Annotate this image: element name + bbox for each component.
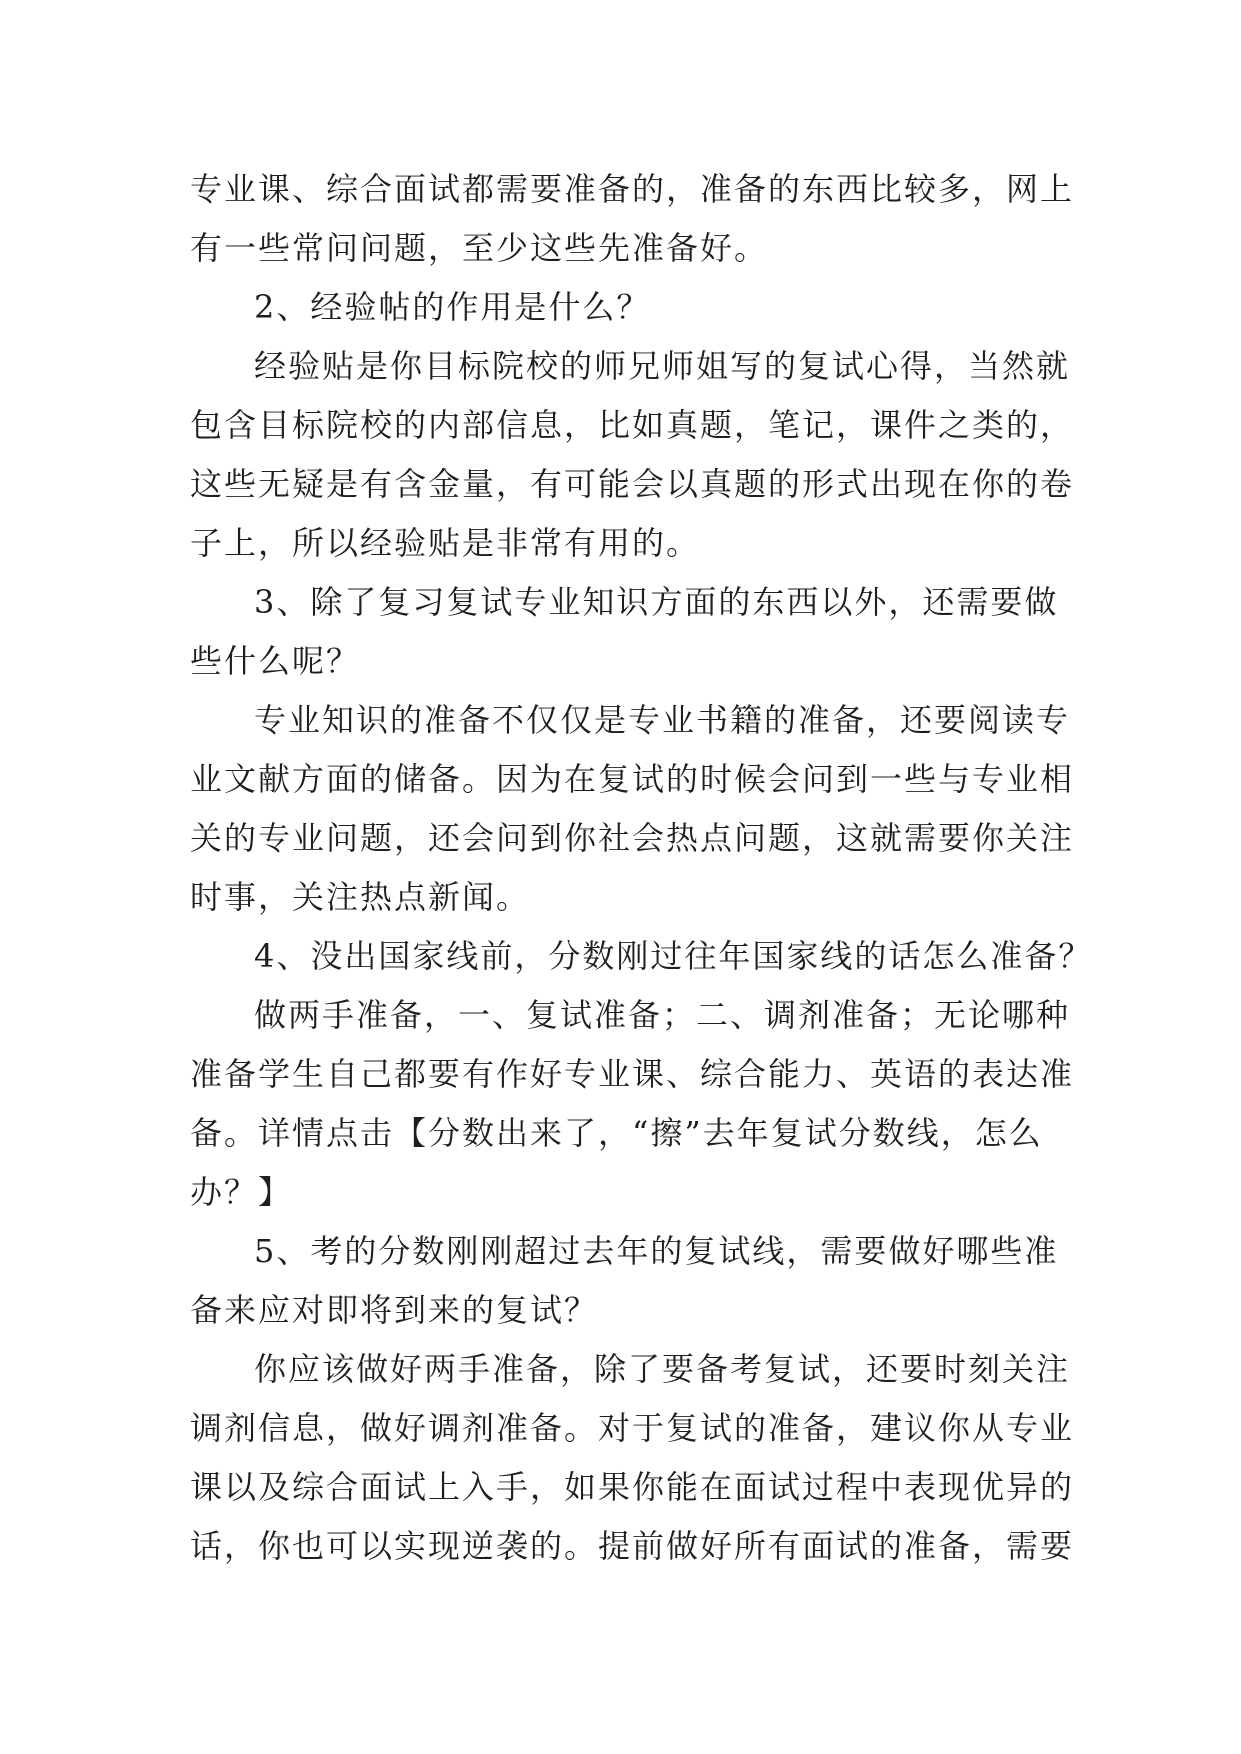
question-heading: 些什么呢？ [190, 642, 361, 680]
text-line: 你应该做好两手准备，除了要备考复试，还要时刻关注 [254, 1350, 1071, 1388]
question-heading: 4、没出国家线前，分数刚过往年国家线的话怎么准备？ [254, 937, 1093, 975]
question-heading: 5、考的分数刚刚超过去年的复试线，需要做好哪些准 [254, 1232, 1059, 1270]
text-line: 备。详情点击【分数出来了，“擦”去年复试分数线，怎么 [190, 1114, 1043, 1152]
text-line: 做两手准备，一、复试准备；二、调剂准备；无论哪种 [254, 996, 1071, 1034]
text-line: 专业课、综合面试都需要准备的，准备的东西比较多，网上 [190, 170, 1075, 208]
text-line: 子上，所以经验贴是非常有用的。 [190, 524, 701, 562]
text-line: 课以及综合面试上入手，如果你能在面试过程中表现优异的 [190, 1468, 1075, 1506]
text-line: 业文献方面的储备。因为在复试的时候会问到一些与专业相 [190, 760, 1075, 798]
text-line: 这些无疑是有含金量，有可能会以真题的形式出现在你的卷 [190, 465, 1075, 503]
text-line: 办？】 [190, 1173, 293, 1211]
text-line: 有一些常问问题，至少这些先准备好。 [190, 229, 769, 267]
question-heading: 2、经验帖的作用是什么？ [254, 288, 651, 326]
text-line: 调剂信息，做好调剂准备。对于复试的准备，建议你从专业 [190, 1409, 1075, 1447]
text-line: 包含目标院校的内部信息，比如真题，笔记，课件之类的， [190, 406, 1075, 444]
text-line: 话，你也可以实现逆袭的。提前做好所有面试的准备，需要 [190, 1527, 1075, 1565]
document-body [190, 160, 1093, 1576]
text-line: 关的专业问题，还会问到你社会热点问题，这就需要你关注 [190, 819, 1075, 857]
text-line: 时事，关注热点新闻。 [190, 878, 531, 916]
text-line: 专业知识的准备不仅仅是专业书籍的准备，还要阅读专 [254, 701, 1071, 739]
question-heading: 备来应对即将到来的复试？ [190, 1291, 599, 1329]
question-heading: 3、除了复习复试专业知识方面的东西以外，还需要做 [254, 583, 1059, 621]
text-line: 准备学生自己都要有作好专业课、综合能力、英语的表达准 [190, 1055, 1075, 1093]
text-line: 经验贴是你目标院校的师兄师姐写的复试心得，当然就 [254, 347, 1071, 385]
